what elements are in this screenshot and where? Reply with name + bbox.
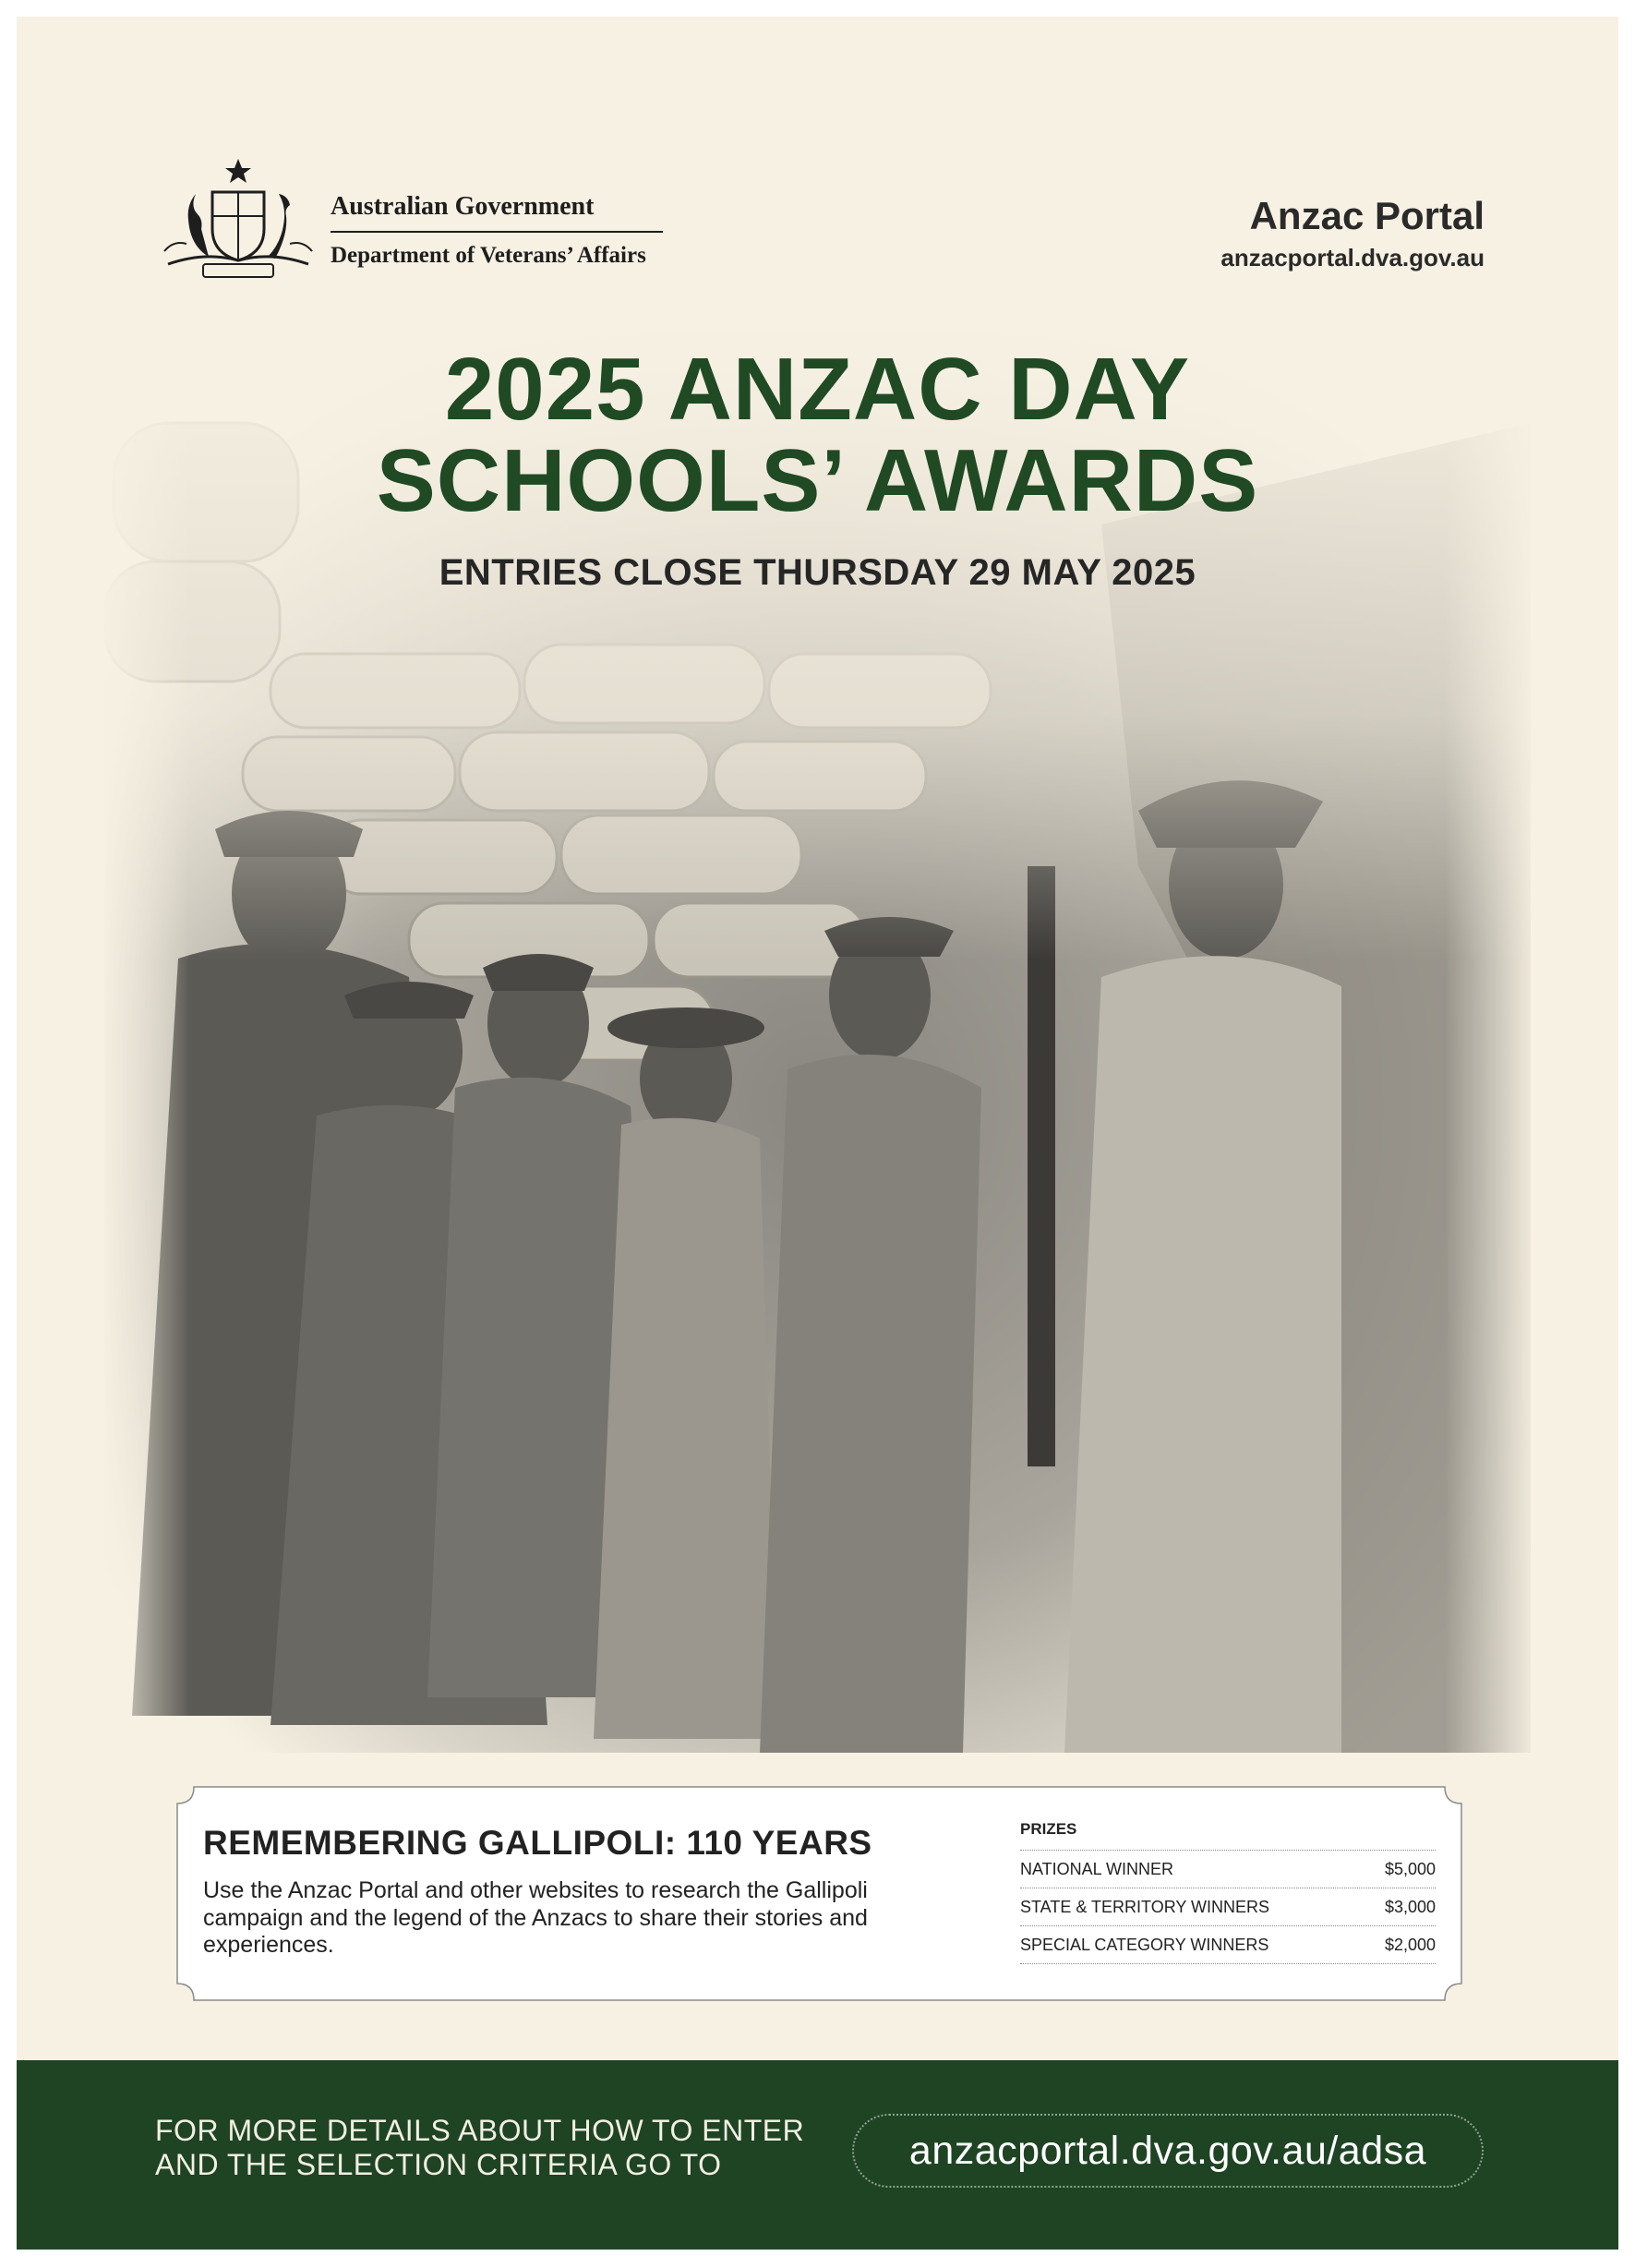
headline xyxy=(17,340,1618,530)
prize-row xyxy=(1020,1850,1436,1888)
headline-line-2: SCHOOLS’ AWARDS xyxy=(376,430,1259,530)
prize-name: NATIONAL WINNER xyxy=(1020,1859,1174,1878)
footer-text xyxy=(155,2114,804,2182)
government-name: Australian Government xyxy=(331,192,663,233)
prize-name: SPECIAL CATEGORY WINNERS xyxy=(1020,1935,1269,1954)
prizes-table xyxy=(1020,1820,1436,1964)
department-name: Department of Veterans’ Affairs xyxy=(331,243,646,268)
entries-close-date: ENTRIES CLOSE THURSDAY 29 MAY 2025 xyxy=(439,552,1196,593)
coat-of-arms-icon xyxy=(155,155,321,284)
prize-amount: $2,000 xyxy=(1384,1935,1436,1954)
prize-amount: $3,000 xyxy=(1384,1897,1436,1916)
footer-line-2: AND THE SELECTION CRITERIA GO TO xyxy=(155,2147,722,2181)
prize-row xyxy=(1020,1888,1436,1925)
prize-row xyxy=(1020,1925,1436,1964)
prizes-label: PRIZES xyxy=(1020,1820,1077,1838)
prize-amount: $5,000 xyxy=(1384,1859,1436,1878)
info-text: Use the Anzac Portal and other websites to research the Gallipoli campaign and the legend of the Anzacs to share their stories and experiences. xyxy=(203,1877,868,1958)
portal-title: Anzac Portal xyxy=(1249,194,1485,237)
headline-line-1: 2025 ANZAC DAY xyxy=(444,340,1191,439)
footer-banner xyxy=(17,2060,1618,2250)
footer-line-1: FOR MORE DETAILS ABOUT HOW TO ENTER xyxy=(155,2114,805,2147)
government-logo xyxy=(155,155,672,284)
poster xyxy=(17,17,1618,2250)
info-heading: REMEMBERING GALLIPOLI: 110 YEARS xyxy=(203,1824,872,1862)
portal-url[interactable]: anzacportal.dva.gov.au xyxy=(1220,244,1485,271)
footer-url-link[interactable]: anzacportal.dva.gov.au/adsa xyxy=(852,2114,1484,2188)
prize-name: STATE & TERRITORY WINNERS xyxy=(1020,1897,1270,1916)
info-box xyxy=(175,1785,1463,2002)
